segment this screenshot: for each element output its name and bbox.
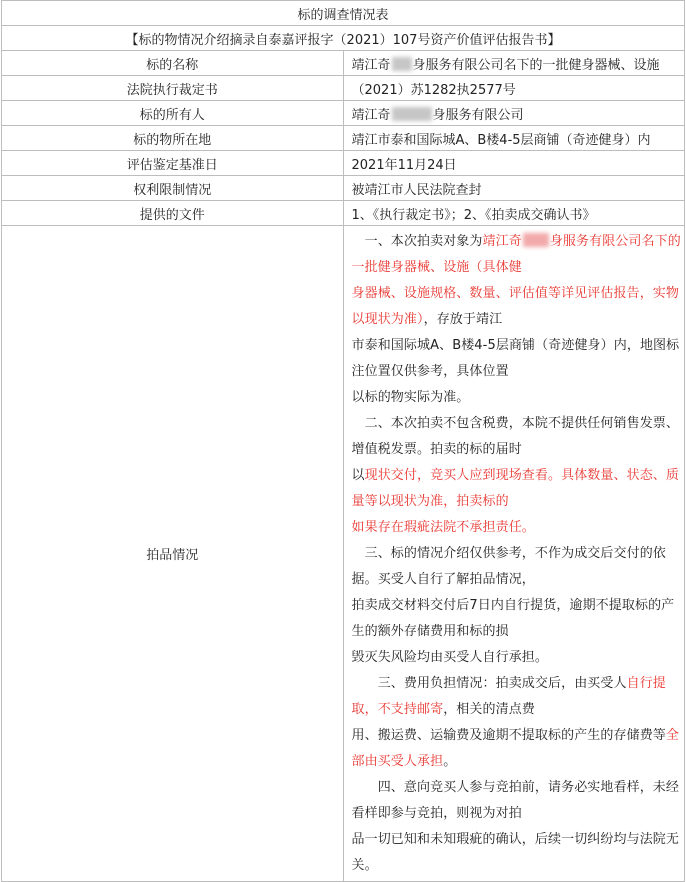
survey-table [1,0,685,882]
row-label: 评估鉴定基准日 [2,151,344,176]
row-value: 被靖江市人民法院查封 [343,176,685,201]
row-value: 1、《执行裁定书》；2、《拍卖成交确认书》 [343,201,685,226]
row-value: 靖江市泰和国际城A、B楼4-5层商铺（奇迹健身）内 [343,126,685,151]
table-row [2,76,685,101]
redacted-text [392,107,432,121]
row-label: 标的所有人 [2,101,344,126]
row-value: （2021）苏1282执2577号 [343,76,685,101]
row-label: 法院执行裁定书 [2,76,344,101]
row-label: 标的物所在地 [2,126,344,151]
notes-row [2,226,685,882]
note-paragraph-3: 三、标的情况介绍仅供参考，不作为成交后交付的依据。买受人自行了解拍品情况， 拍卖成交材料交付后7日内自行提货，逾期不提取标的产生的额外存储费用和标的损 毁灭失风险均由买受人自行承担。 [351,546,675,665]
row-value: 靖江奇 身服务有限公司名下的一批健身器械、设施 [343,51,685,76]
table-row [2,51,685,76]
table-row [2,151,685,176]
note-paragraph-5: 四、意向竞买人参与竞拍前，请务必实地看样，未经看样即参与竞拍，则视为对拍 品一切已知和未知瑕疵的确认，后续一切纠纷均与法院无关。 [351,780,680,873]
note-paragraph-4: 三、费用负担情况：拍卖成交后，由买受人自行提取，不支持邮寄，相关的清点费 用、搬运费、运输费及逾期不提取标的产生的存储费等全部由买受人承担。 [351,676,680,769]
note-paragraph-1: 一、本次拍卖对象为靖江奇 身服务有限公司名下的一批健身器械、设施（具体健 身器械、设施规格、数量、评估值等详见评估报告，实物以现状为准），存放于靖江 市泰和国际城A、B楼4-5层商铺（奇迹健身）内，地图标注位置仅供参考，具体位置 以标的物实际为准。 [351,234,681,405]
table-subtitle: 【标的物情况介绍摘录自泰嘉评报字（2021）107号资产价值评估报告书】 [2,26,685,51]
row-label: 权利限制情况 [2,176,344,201]
row-label: 提供的文件 [2,201,344,226]
title-row [2,1,685,26]
redacted-text [523,233,549,247]
redacted-text [392,57,412,71]
note-paragraph-2: 二、本次拍卖不包含税费，本院不提供任何销售发票、增值税发票。拍卖的标的届时 以现状交付，竞买人应到现场查看。具体数量、状态、质量等以现状为准，拍卖标的 如果存在瑕疵法院不承担责任。 [351,416,680,535]
row-value: 2021年11月24日 [343,151,685,176]
table-row [2,101,685,126]
row-label: 标的名称 [2,51,344,76]
subtitle-row [2,26,685,51]
table-row [2,201,685,226]
notes-content [343,226,685,882]
table-title: 标的调查情况表 [2,1,685,26]
table-row [2,176,685,201]
table-row [2,126,685,151]
row-value: 靖江奇 身服务有限公司 [343,101,685,126]
notes-label: 拍品情况 [2,226,344,882]
